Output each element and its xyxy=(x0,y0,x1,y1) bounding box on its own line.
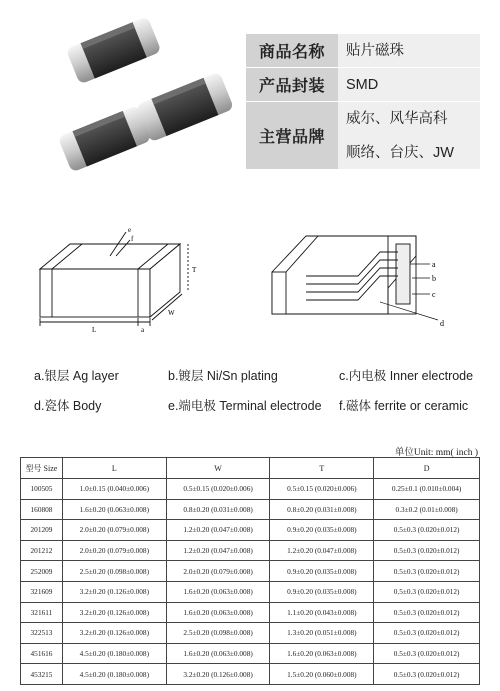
cell-t: 0.8±0.20 (0.031±0.008) xyxy=(270,499,374,520)
info-value-line: 贴片磁珠 xyxy=(346,42,404,59)
cell-t: 1.2±0.20 (0.047±0.008) xyxy=(270,540,374,561)
chip-bottom xyxy=(58,105,152,172)
cell-d: 0.5±0.3 (0.020±0.012) xyxy=(374,520,480,541)
table-row xyxy=(21,643,480,664)
cell-d: 0.5±0.3 (0.020±0.012) xyxy=(374,581,480,602)
cell-d: 0.5±0.3 (0.020±0.012) xyxy=(374,602,480,623)
legend xyxy=(34,360,494,420)
cell-d: 0.3±0.2 (0.01±0.008) xyxy=(374,499,480,520)
cell-w: 1.6±0.20 (0.063±0.008) xyxy=(166,602,270,623)
spec-table xyxy=(20,457,480,685)
cell-size: 321609 xyxy=(21,581,63,602)
cell-w: 1.2±0.20 (0.047±0.008) xyxy=(166,540,270,561)
info-value-line: 威尔、风华高科 xyxy=(346,110,448,127)
info-row-brands xyxy=(246,102,480,170)
table-row xyxy=(21,623,480,644)
cell-d: 0.25±0.1 (0.010±0.004) xyxy=(374,479,480,500)
table-row xyxy=(21,479,480,500)
cell-t: 1.6±0.20 (0.063±0.008) xyxy=(270,643,374,664)
spec-table-body xyxy=(21,479,480,685)
cell-d: 0.5±0.3 (0.020±0.012) xyxy=(374,540,480,561)
cell-l: 3.2±0.20 (0.126±0.008) xyxy=(62,623,166,644)
table-row xyxy=(21,540,480,561)
cell-size: 453215 xyxy=(21,664,63,685)
cell-t: 0.9±0.20 (0.035±0.008) xyxy=(270,561,374,582)
legend-row xyxy=(34,360,494,390)
cell-size: 201209 xyxy=(21,520,63,541)
cell-l: 4.5±0.20 (0.180±0.008) xyxy=(62,664,166,685)
label-b: b xyxy=(432,274,436,283)
cell-l: 3.2±0.20 (0.126±0.008) xyxy=(62,602,166,623)
header-l: L xyxy=(62,458,166,479)
cell-d: 0.5±0.3 (0.020±0.012) xyxy=(374,643,480,664)
cell-l: 2.0±0.20 (0.079±0.008) xyxy=(62,520,166,541)
cell-w: 2.0±0.20 (0.079±0.008) xyxy=(166,561,270,582)
legend-item: b.镀层 Ni/Sn plating xyxy=(168,369,278,383)
label-l: L xyxy=(92,326,97,332)
legend-item: a.银层 Ag layer xyxy=(34,369,119,383)
cell-w: 0.8±0.20 (0.031±0.008) xyxy=(166,499,270,520)
cell-l: 4.5±0.20 (0.180±0.008) xyxy=(62,643,166,664)
table-row xyxy=(21,520,480,541)
table-row xyxy=(21,602,480,623)
label-a: a xyxy=(432,260,436,269)
info-value xyxy=(338,68,480,101)
cell-l: 1.0±0.15 (0.040±0.006) xyxy=(62,479,166,500)
cell-t: 0.5±0.15 (0.020±0.006) xyxy=(270,479,374,500)
cell-w: 3.2±0.20 (0.126±0.008) xyxy=(166,664,270,685)
cell-size: 321611 xyxy=(21,602,63,623)
cell-d: 0.5±0.3 (0.020±0.012) xyxy=(374,623,480,644)
info-row-name xyxy=(246,34,480,68)
product-photo xyxy=(22,18,237,178)
table-row xyxy=(21,581,480,602)
cell-size: 100505 xyxy=(21,479,63,500)
cell-size: 322513 xyxy=(21,623,63,644)
chip-right xyxy=(136,72,234,143)
cell-t: 1.5±0.20 (0.060±0.008) xyxy=(270,664,374,685)
cell-l: 2.5±0.20 (0.098±0.008) xyxy=(62,561,166,582)
info-value xyxy=(338,34,480,67)
cell-size: 252009 xyxy=(21,561,63,582)
table-row xyxy=(21,499,480,520)
legend-item: d.瓷体 Body xyxy=(34,399,102,413)
label-f: f xyxy=(131,235,134,243)
info-row-package xyxy=(246,68,480,102)
chip-top xyxy=(66,18,162,85)
cell-w: 1.2±0.20 (0.047±0.008) xyxy=(166,520,270,541)
header-d: D xyxy=(374,458,480,479)
label-t: T xyxy=(192,266,197,274)
header-size: 型号 Size xyxy=(21,458,63,479)
label-e: e xyxy=(128,226,132,234)
label-w: W xyxy=(168,309,175,317)
cell-d: 0.5±0.3 (0.020±0.012) xyxy=(374,561,480,582)
label-a: a xyxy=(141,326,145,332)
info-value-line: 顺络、台庆、JW xyxy=(346,144,454,161)
product-info-table xyxy=(246,34,480,170)
cell-d: 0.5±0.3 (0.020±0.012) xyxy=(374,664,480,685)
cell-t: 0.9±0.20 (0.035±0.008) xyxy=(270,581,374,602)
info-value-line: SMD xyxy=(346,76,379,93)
cell-t: 1.3±0.20 (0.051±0.008) xyxy=(270,623,374,644)
cell-l: 2.0±0.20 (0.079±0.008) xyxy=(62,540,166,561)
legend-row xyxy=(34,390,494,420)
info-value xyxy=(338,102,480,169)
header-w: W xyxy=(166,458,270,479)
cell-size: 160808 xyxy=(21,499,63,520)
info-key: 商品名称 xyxy=(246,34,338,67)
legend-item: f.磁体 ferrite or ceramic xyxy=(339,399,469,413)
dimension-diagram xyxy=(30,222,230,332)
info-key: 产品封装 xyxy=(246,68,338,101)
spec-header-row xyxy=(21,458,480,479)
unit-label: 单位Unit: mm( inch ) xyxy=(394,448,478,458)
label-c: c xyxy=(432,290,436,299)
cell-w: 0.5±0.15 (0.020±0.006) xyxy=(166,479,270,500)
cell-l: 1.6±0.20 (0.063±0.008) xyxy=(62,499,166,520)
cell-l: 3.2±0.20 (0.126±0.008) xyxy=(62,581,166,602)
cell-t: 1.1±0.20 (0.043±0.008) xyxy=(270,602,374,623)
legend-item: c.内电极 Inner electrode xyxy=(339,369,474,383)
table-row xyxy=(21,664,480,685)
label-d: d xyxy=(440,319,444,328)
cell-size: 451616 xyxy=(21,643,63,664)
table-row xyxy=(21,561,480,582)
header-t: T xyxy=(270,458,374,479)
info-key: 主营品牌 xyxy=(246,102,338,169)
cell-t: 0.9±0.20 (0.035±0.008) xyxy=(270,520,374,541)
cell-w: 1.6±0.20 (0.063±0.008) xyxy=(166,581,270,602)
cell-w: 2.5±0.20 (0.098±0.008) xyxy=(166,623,270,644)
cell-size: 201212 xyxy=(21,540,63,561)
legend-item: e.端电极 Terminal electrode xyxy=(168,399,322,413)
cross-section-diagram xyxy=(260,222,460,332)
cell-w: 1.6±0.20 (0.063±0.008) xyxy=(166,643,270,664)
